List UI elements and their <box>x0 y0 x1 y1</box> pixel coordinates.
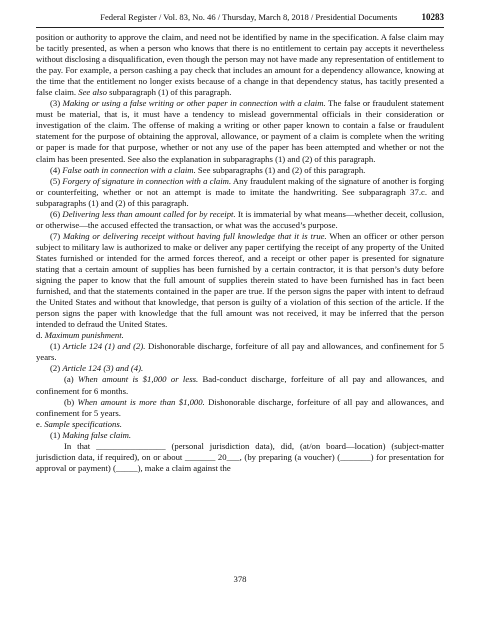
page-header <box>36 12 444 24</box>
paragraph-4: (4) False oath in connection with a claim. See subparagraphs (1) and (2) of this paragraph. <box>50 164 366 175</box>
section-d-item-2: (2) Article 124 (3) and (4). <box>50 363 144 374</box>
page-footer-number: 378 <box>233 574 247 584</box>
running-head: Federal Register / Vol. 83, No. 46 / Thursday, March 8, 2018 / Presidential Documents <box>100 12 398 22</box>
paragraph-continuation: position or authority to approve the claim, and need not be identified by name in the specification. A false claim may be tacitly presented, as when a person who knows that there is no entitlement to certain pay accepts it nevertheless without disclosing a disqualification, even though the person may not have made any representation of entitlement to the pay. For example, a person cashing a pay check that includes an amount for a dependency allowance, knowing at the time that the entitlement no longer exists because of a change in that dependency status, has tacitly presented a false claim. See also subparagraph (1) of this paragraph. <box>36 32 444 98</box>
section-e-heading: e. Sample specifications. <box>36 418 122 429</box>
section-d-item-2a: (a) When amount is $1,000 or less. Bad-conduct discharge, forfeiture of all pay and allowances, and confinement for 6 months. <box>36 374 444 396</box>
paragraph-3: (3) Making or using a false writing or other paper in connection with a claim. The false or fraudulent statement must be material, that is, it must have a tendency to mislead governmental officials in their consideration or investigation of the claim. The offense of making a writing or other paper known to contain a false or fraudulent statement for the purpose of obtaining the approval, allowance, or payment of a claim is complete when the writing or paper is made for that purpose, whether or not any use of the paper has been attempted and whether or not the claim has been presented. See also the explanation in subparagraphs (1) and (2) of this paragraph. <box>36 98 444 164</box>
section-e-item-1: (1) Making false claim. <box>50 429 132 440</box>
paragraph-6: (6) Delivering less than amount called for by receipt. It is immaterial by what means—whether deceit, collusion, or otherwise—the accused effected the transaction, or what was the accused’s purpose. <box>36 208 444 230</box>
paragraph-5: (5) Forgery of signature in connection with a claim. Any fraudulent making of the signature of another is forging or counterfeiting, whether or not an attempt is made to imitate the handwriting. See subparagraph 37.c. and subparagraphs (1) and (2) of this paragraph. <box>36 175 444 208</box>
section-d-heading: d. Maximum punishment. <box>36 330 124 341</box>
sample-specification-text: In that ________________ (personal jurisdiction data), did, (at/on board—location) (subject-matter jurisdiction data, if required), on or about _______ 20___, (by preparing (a voucher) (_______) for presentation for approval or payment) (_____), make a claim against the <box>36 440 444 473</box>
section-d-item-2b: (b) When amount is more than $1,000. Dishonorable discharge, forfeiture of all pay and allowances, and confinement for 5 years. <box>36 396 444 418</box>
document-body <box>36 32 444 474</box>
section-d-item-1: (1) Article 124 (1) and (2). Dishonorable discharge, forfeiture of all pay and allowances, and confinement for 5 years. <box>36 341 444 363</box>
paragraph-7: (7) Making or delivering receipt without having full knowledge that it is true. When an officer or other person subject to military law is authorized to make or deliver any paper certifying the receipt of any property of the United States furnished or intended for the armed forces thereof, and a receipt or other paper is presented for signature stating that a certain amount of supplies has been furnished by a certain contractor, it is that person’s duty before signing the paper to know that the full amount of supplies therein stated to have been furnished has in fact been furnished, and that the statements contained in the paper are true. If the person signs the paper with intent to defraud the United States and without that knowledge, that person is guilty of a violation of this section of the article. If the person signs the paper with knowledge that the full amount was not received, it may be inferred that the person intended to defraud the United States. <box>36 230 444 330</box>
header-rule <box>36 27 444 28</box>
header-page-number: 10283 <box>421 12 444 22</box>
